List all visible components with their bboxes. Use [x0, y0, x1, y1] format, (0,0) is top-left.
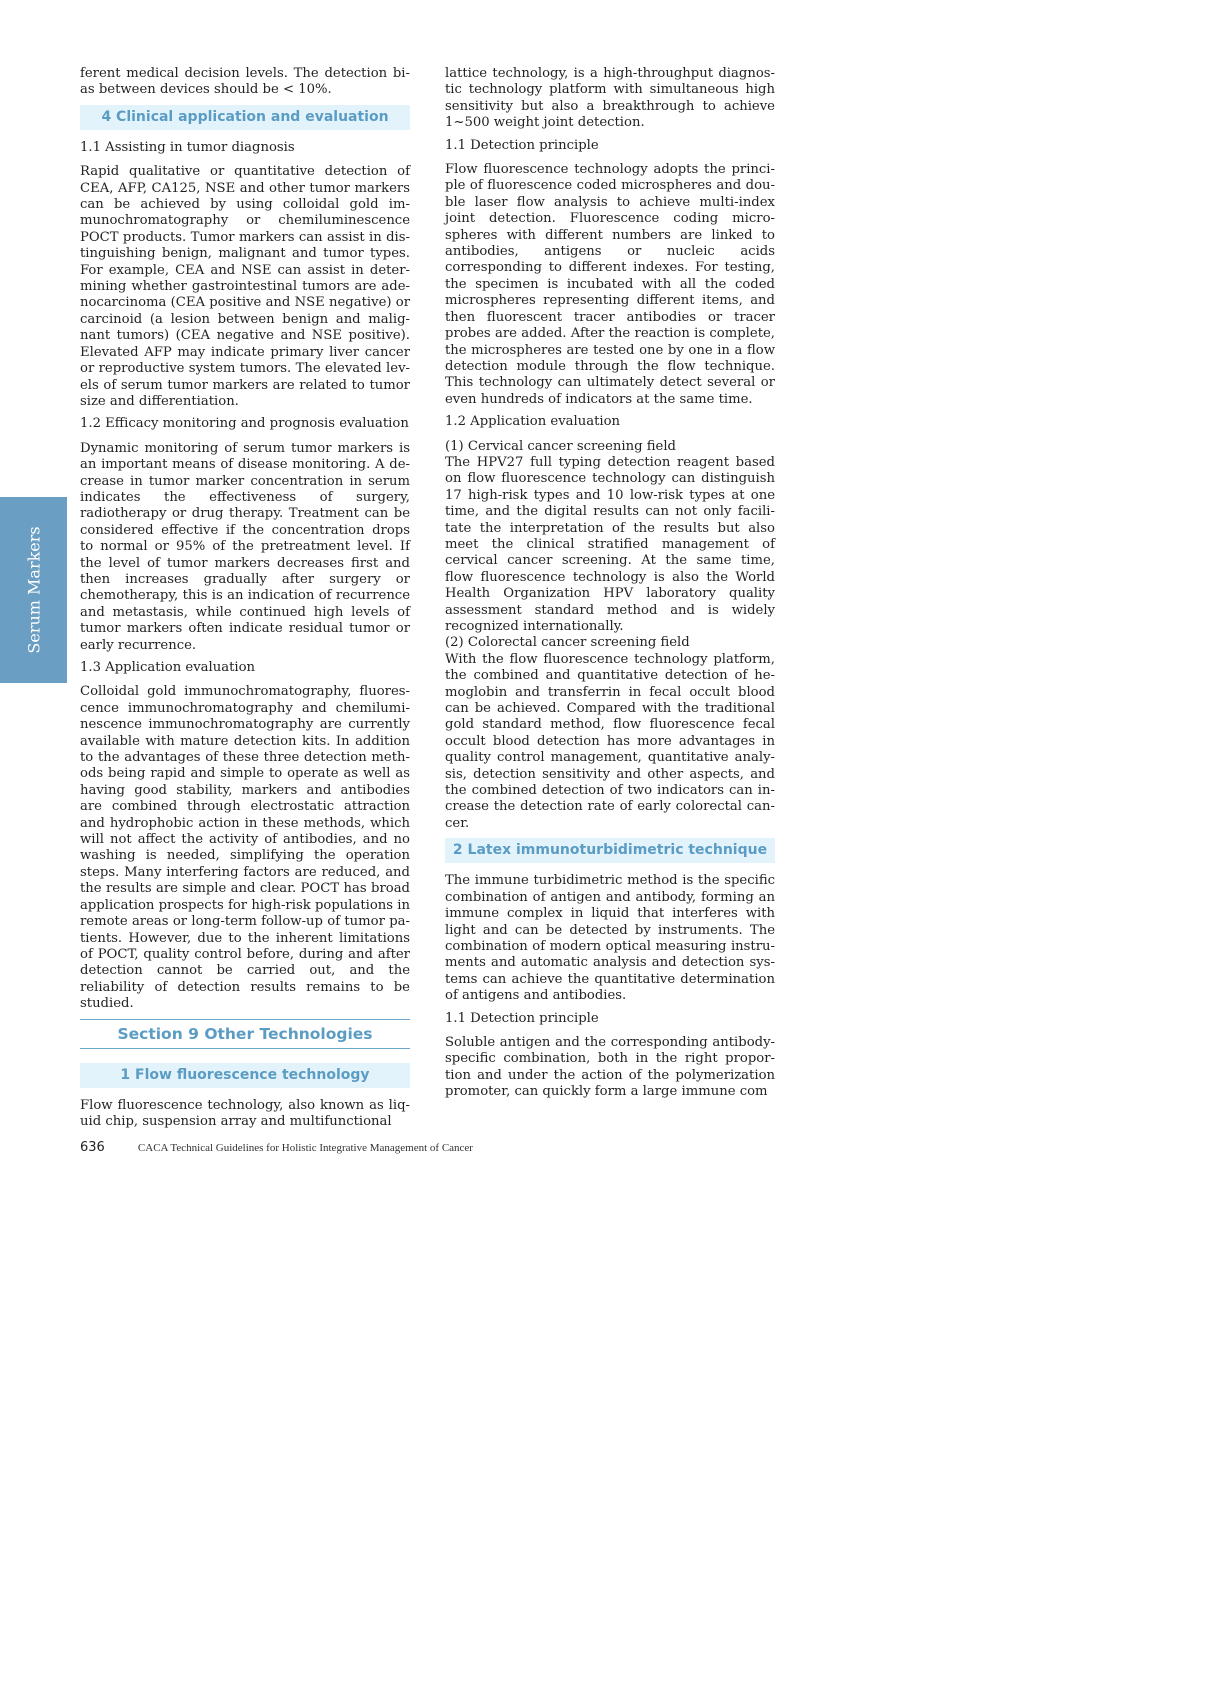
paragraph: ferent medical decision levels. The detection bias between devices should be < 10%. — [80, 66, 410, 98]
paragraph: Rapid qualitative or quantitative detection of CEA, AFP, CA125, NSE and other tumor markers can be achieved by using colloidal gold immunochromatography or chemiluminescence POCT products. Tumor markers can assist in distinguishing benign, malignant and tumor types. For example, CEA and NSE can assist in determining whether gastrointestinal tumors are adenocarcinoma (CEA positive and NSE negative) or carcinoid (a lesion between benign and malignant tumors) (CEA negative and NSE positive). Elevated AFP may indicate primary liver cancer or reproductive system tumors. The elevated levels of serum tumor markers are related to tumor size and differentiation. — [80, 164, 410, 409]
right-column — [445, 66, 775, 1107]
subheading: (2) Colorectal cancer screening field — [445, 635, 690, 651]
running-footer: CACA Technical Guidelines for Holistic Integrative Management of Cancer — [137, 1142, 473, 1154]
side-tab — [0, 497, 67, 683]
heading-latex-immunoturbidimetric: 2 Latex immunoturbidimetric technique — [445, 838, 775, 863]
heading-flow-fluorescence: 1 Flow fluorescence technology — [80, 1063, 410, 1088]
paragraph: lattice technology, is a high-throughput diagnostic technology platform with simultaneous high sensitivity but also a breakthrough to achieve 1~500 weight joint detection. — [445, 66, 775, 131]
paragraph: The HPV27 full typing detection reagent based on flow fluorescence technology can distinguish 17 high-risk types and 10 low-risk types at one time, and the digital results can not only facilitate the interpretation of the results but also meet the clinical stratified management of cervical cancer screening. At the same time, flow fluorescence technology is also the World Health Organization HPV laboratory quality assessment standard method and is widely recognized internationally. — [445, 454, 775, 634]
page-footer — [80, 1136, 473, 1155]
paragraph: Soluble antigen and the corresponding antibody-specific combination, both in the right proportion and under the action of the polymerization promoter, can quickly form a large immune com — [445, 1034, 775, 1100]
page-number: 636 — [80, 1140, 105, 1155]
paragraph: Colloidal gold immunochromatography, fluorescence immunochromatography and chemiluminescence immunochromatography are currently available with mature detection kits. In addition to the advantages of these three detection methods being rapid and simple to operate as well as having good stability, markers and antibodies are combined through electrostatic attraction and hydrophobic action in these methods, which will not affect the activity of antibodies, and no washing is needed, simplifying the operation steps. Many interfering factors are reduced, and the results are simple and clear. POCT has broad application prospects for high-risk populations in remote areas or long-term follow-up of tumor patients. However, due to the inherent limitations of POCT, quality control before, during and after detection cannot be carried out, and the reliability of detection results remains to be studied. — [80, 684, 410, 1012]
subheading: 1.2 Efficacy monitoring and prognosis evaluation — [80, 416, 409, 432]
subheading: 1.1 Assisting in tumor diagnosis — [80, 139, 295, 155]
paragraph: Flow fluorescence technology adopts the principle of fluorescence coded microspheres and double laser flow analysis to achieve multi-index joint detection. Fluorescence coding microspheres with different numbers are linked to antibodies, antigens or nucleic acids corresponding to different indexes. For testing, the specimen is incubated with all the coded microspheres representing different items, and then fluorescent tracer antibodies or tracer probes are added. After the reaction is complete, the microspheres are tested one by one in a flow detection module through the flow technique. This technology can ultimately detect several or even hundreds of indicators at the same time. — [445, 162, 775, 407]
subheading: 1.1 Detection principle — [445, 137, 599, 153]
left-column — [80, 66, 410, 1136]
paragraph: With the flow fluorescence technology platform, the combined and quantitative detection of hemoglobin and transferrin in fecal occult blood can be achieved. Compared with the traditional gold standard method, flow fluorescence fecal occult blood detection has more advantages in quality control management, quantitative analysis, detection sensitivity and other aspects, and the combined detection of two indicators can increase the detection rate of early colorectal cancer. — [445, 651, 775, 831]
section-title: Section 9 Other Technologies — [80, 1019, 410, 1049]
subheading: (1) Cervical cancer screening field — [445, 438, 676, 454]
paragraph: Flow fluorescence technology, also known as liquid chip, suspension array and multifunctional — [80, 1097, 410, 1129]
subheading: 1.1 Detection principle — [445, 1010, 599, 1026]
paragraph: Dynamic monitoring of serum tumor markers is an important means of disease monitoring. A decrease in tumor marker concentration in serum indicates the effectiveness of surgery, radiotherapy or drug therapy. Treatment can be considered effective if the concentration drops to normal or 95% of the pretreatment level. If the level of tumor markers decreases first and then increases gradually after surgery or chemotherapy, this is an indication of recurrence and metastasis, while continued high levels of tumor markers often indicate residual tumor or early recurrence. — [80, 440, 410, 653]
paragraph: The immune turbidimetric method is the specific combination of antigen and antibody, forming an immune complex in liquid that interferes with light and can be detected by instruments. The combination of modern optical measuring instruments and automatic analysis and detection systems can achieve the quantitative determination of antigens and antibodies. — [445, 873, 775, 1004]
heading-clinical-application: 4 Clinical application and evaluation — [80, 105, 410, 130]
subheading: 1.3 Application evaluation — [80, 660, 256, 675]
side-tab-label: Serum Markers — [24, 526, 43, 654]
subheading: 1.2 Application evaluation — [445, 414, 621, 430]
